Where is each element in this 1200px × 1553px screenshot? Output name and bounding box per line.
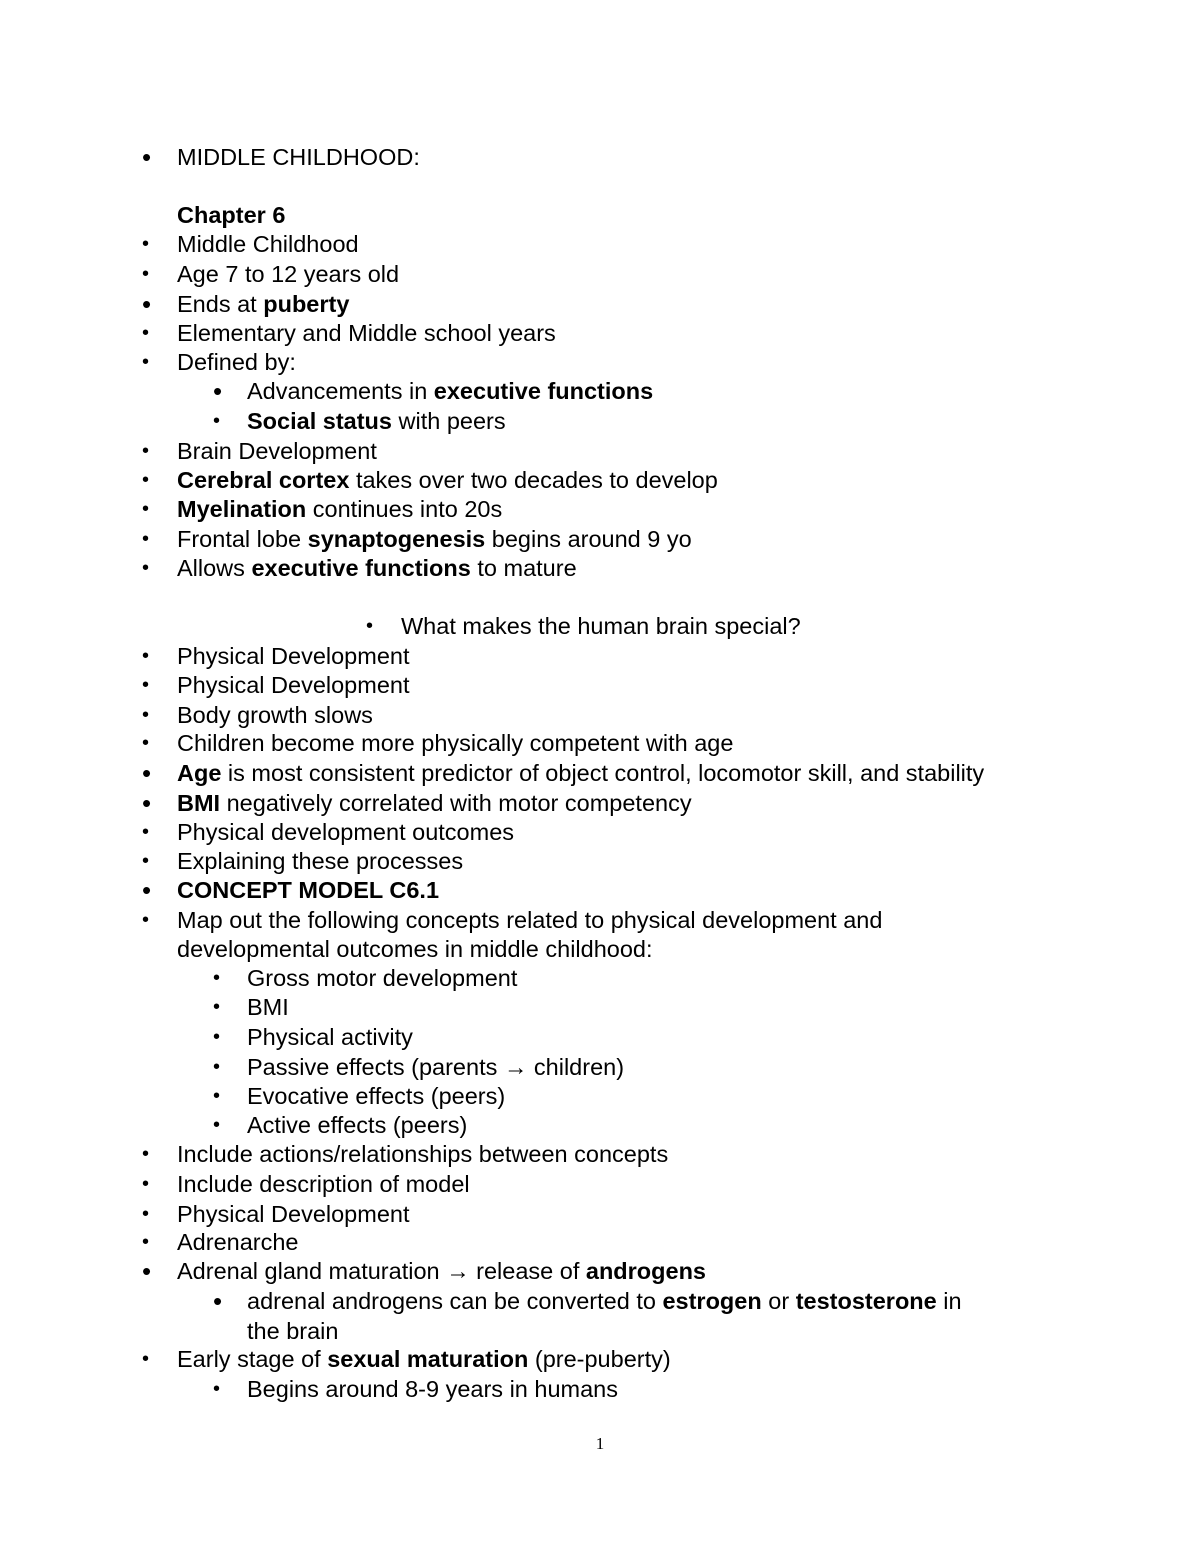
text-segment: Brain Development [177,438,377,464]
bullet-marker: • [142,263,150,285]
text-segment: begins around 9 yo [485,526,692,552]
bullet-marker: • [142,875,152,905]
list-item [0,1227,1200,1257]
text-segment: Advancements in [247,378,434,404]
bullet-marker: • [142,850,150,872]
text-segment: Adrenarche [177,1229,299,1255]
list-item-text [177,905,882,935]
list-item-text [177,641,410,671]
list-item-text [177,817,514,847]
bullet-marker: • [142,1203,150,1225]
list-item [0,1110,1200,1140]
list-item [0,259,1200,289]
text-segment: Include description of model [177,1171,470,1197]
list-item-text [177,700,373,730]
list-item-text [247,1374,618,1404]
text-segment: Explaining these processes [177,848,464,874]
text-segment: Elementary and Middle school years [177,320,556,346]
bullet-marker: • [213,1378,221,1400]
list-item [0,1169,1200,1199]
list-item-text [177,318,556,348]
list-item-text [177,1256,706,1286]
list-item-text [177,524,692,554]
list-item [0,318,1200,348]
list-item-text [177,200,285,230]
list-item [0,611,1200,641]
bullet-marker: • [142,528,150,550]
list-item [0,436,1200,466]
text-segment: Begins around 8-9 years in humans [247,1376,618,1402]
list-item [0,992,1200,1022]
list-item [0,1286,1200,1316]
bold-text: testosterone [795,1288,937,1314]
list-item [0,934,1200,964]
bold-text: executive functions [251,555,471,581]
list-item [0,347,1200,377]
list-item-text [177,229,359,259]
list-item-text [177,1199,410,1229]
list-item-text [177,846,463,876]
text-segment: Defined by: [177,349,296,375]
bold-text: executive functions [433,378,654,404]
list-item [0,1256,1200,1286]
text-segment: adrenal androgens can be converted to [247,1288,663,1314]
list-item-text [177,1169,470,1199]
bullet-marker: • [213,410,221,432]
bullet-marker: • [213,1114,221,1136]
list-item [0,229,1200,259]
list-item-text [177,436,377,466]
list-item-text [177,1344,671,1374]
list-item-text [177,142,420,172]
list-item-text [177,289,349,319]
bullet-marker: • [213,1286,223,1316]
text-segment: Age 7 to 12 years old [177,261,400,287]
bold-text: puberty [263,291,350,317]
text-segment: Physical Development [177,672,410,698]
bullet-marker: • [142,498,150,520]
list-item-text [247,1052,624,1082]
text-segment: with peers [391,408,506,434]
list-item [0,905,1200,935]
bold-text: Chapter 6 [177,202,286,228]
bullet-marker: • [213,1026,221,1048]
bullet-marker: • [142,1231,150,1253]
bold-text: Cerebral cortex [177,467,350,493]
bullet-marker: • [142,1143,150,1165]
list-item-text [177,347,296,377]
list-item [0,553,1200,583]
bullet-marker: • [366,615,374,637]
list-item [0,788,1200,818]
list-item-text [177,1227,299,1257]
list-item-text [247,376,653,406]
bullet-marker: • [213,1085,221,1107]
bold-text: estrogen [662,1288,762,1314]
list-item [0,875,1200,905]
text-segment: Map out the following concepts related to physical development and [177,907,883,933]
bullet-marker: • [213,376,223,406]
text-segment: Active effects (peers) [247,1112,468,1138]
list-item-text [177,494,502,524]
bullet-marker: • [142,732,150,754]
list-item [0,1081,1200,1111]
text-segment: Middle Childhood [177,231,359,257]
text-segment: Body growth slows [177,702,373,728]
list-item [0,758,1200,788]
list-item-text [247,1110,467,1140]
bullet-marker: • [142,557,150,579]
list-item-text [177,728,733,758]
list-item [0,1052,1200,1082]
text-segment: takes over two decades to develop [349,467,718,493]
list-item-text [247,1081,505,1111]
list-item [0,494,1200,524]
list-item [0,700,1200,730]
list-item-text [247,406,506,436]
bullet-marker: • [142,289,152,319]
list-item-text [247,963,517,993]
bullet-marker: • [213,1056,221,1078]
list-item [0,846,1200,876]
bullet-marker: • [142,758,152,788]
bold-text: Social status [247,408,392,434]
text-segment: Adrenal gland maturation → release of [177,1258,586,1284]
list-item-text [177,1139,668,1169]
bold-text: Age [177,760,222,786]
list-item [0,142,1200,172]
text-segment: What makes the human brain special? [401,613,801,639]
bullet-marker: • [142,674,150,696]
bold-text: Myelination [177,496,307,522]
bold-text: synaptogenesis [307,526,486,552]
list-item-text [177,934,653,964]
text-segment: MIDDLE CHILDHOOD: [177,144,420,170]
list-item [0,1344,1200,1374]
text-segment: Physical activity [247,1024,413,1050]
list-item-text [401,611,801,641]
text-segment: in [936,1288,962,1314]
bullet-marker: • [142,322,150,344]
bullet-marker: • [142,233,150,255]
list-item [0,200,1200,230]
list-item-text [247,1316,338,1346]
bullet-marker: • [142,788,152,818]
bold-text: CONCEPT MODEL C6.1 [177,877,440,903]
text-segment: or [761,1288,796,1314]
list-item [0,406,1200,436]
list-item [0,817,1200,847]
bullet-marker: • [142,821,150,843]
list-item [0,524,1200,554]
list-item-text [177,465,718,495]
text-segment: Include actions/relationships between concepts [177,1141,669,1167]
text-segment: Physical Development [177,643,410,669]
bullet-marker: • [142,469,150,491]
bullet-marker: • [142,645,150,667]
list-item [0,728,1200,758]
bullet-marker: • [142,1173,150,1195]
text-segment: Allows [177,555,252,581]
text-segment: to mature [470,555,577,581]
text-segment: the brain [247,1318,339,1344]
list-item [0,1022,1200,1052]
list-item [0,289,1200,319]
text-segment: Early stage of [177,1346,328,1372]
list-item-text [177,670,410,700]
text-segment: Physical Development [177,1201,410,1227]
text-segment: (pre-puberty) [528,1346,671,1372]
list-item-text [247,1286,962,1316]
list-item [0,641,1200,671]
list-item [0,1199,1200,1229]
list-item [0,670,1200,700]
list-item [0,1374,1200,1404]
list-item [0,963,1200,993]
text-segment: Evocative effects (peers) [247,1083,506,1109]
bullet-marker: • [142,909,150,931]
list-item [0,376,1200,406]
list-item-text [177,553,577,583]
bullet-marker: • [142,440,150,462]
bold-text: BMI [177,790,221,816]
text-segment: Ends at [177,291,264,317]
list-item-text [247,992,289,1022]
list-item [0,1139,1200,1169]
text-segment: Passive effects (parents → children) [247,1054,625,1080]
text-segment: is most consistent predictor of object control, locomotor skill, and stability [221,760,985,786]
text-segment: developmental outcomes in middle childhood: [177,936,653,962]
list-item-text [177,259,399,289]
text-segment: Frontal lobe [177,526,308,552]
bullet-marker: • [142,351,150,373]
bullet-marker: • [213,996,221,1018]
list-item-text [177,875,439,905]
bullet-marker: • [213,967,221,989]
list-item [0,1316,1200,1346]
text-segment: continues into 20s [306,496,503,522]
bullet-marker: • [142,142,152,172]
bold-text: sexual maturation [327,1346,529,1372]
text-segment: Children become more physically competent with age [177,730,734,756]
list-item-text [177,758,984,788]
list-item-text [247,1022,413,1052]
page-number: 1 [595,1434,605,1453]
list-item [0,465,1200,495]
text-segment: Physical development outcomes [177,819,515,845]
bullet-marker: • [142,1256,152,1286]
bullet-marker: • [142,1348,150,1370]
bold-text: androgens [585,1258,707,1284]
bullet-marker: • [142,704,150,726]
list-item-text [177,788,692,818]
text-segment: BMI [247,994,289,1020]
text-segment: Gross motor development [247,965,518,991]
text-segment: negatively correlated with motor competency [220,790,692,816]
